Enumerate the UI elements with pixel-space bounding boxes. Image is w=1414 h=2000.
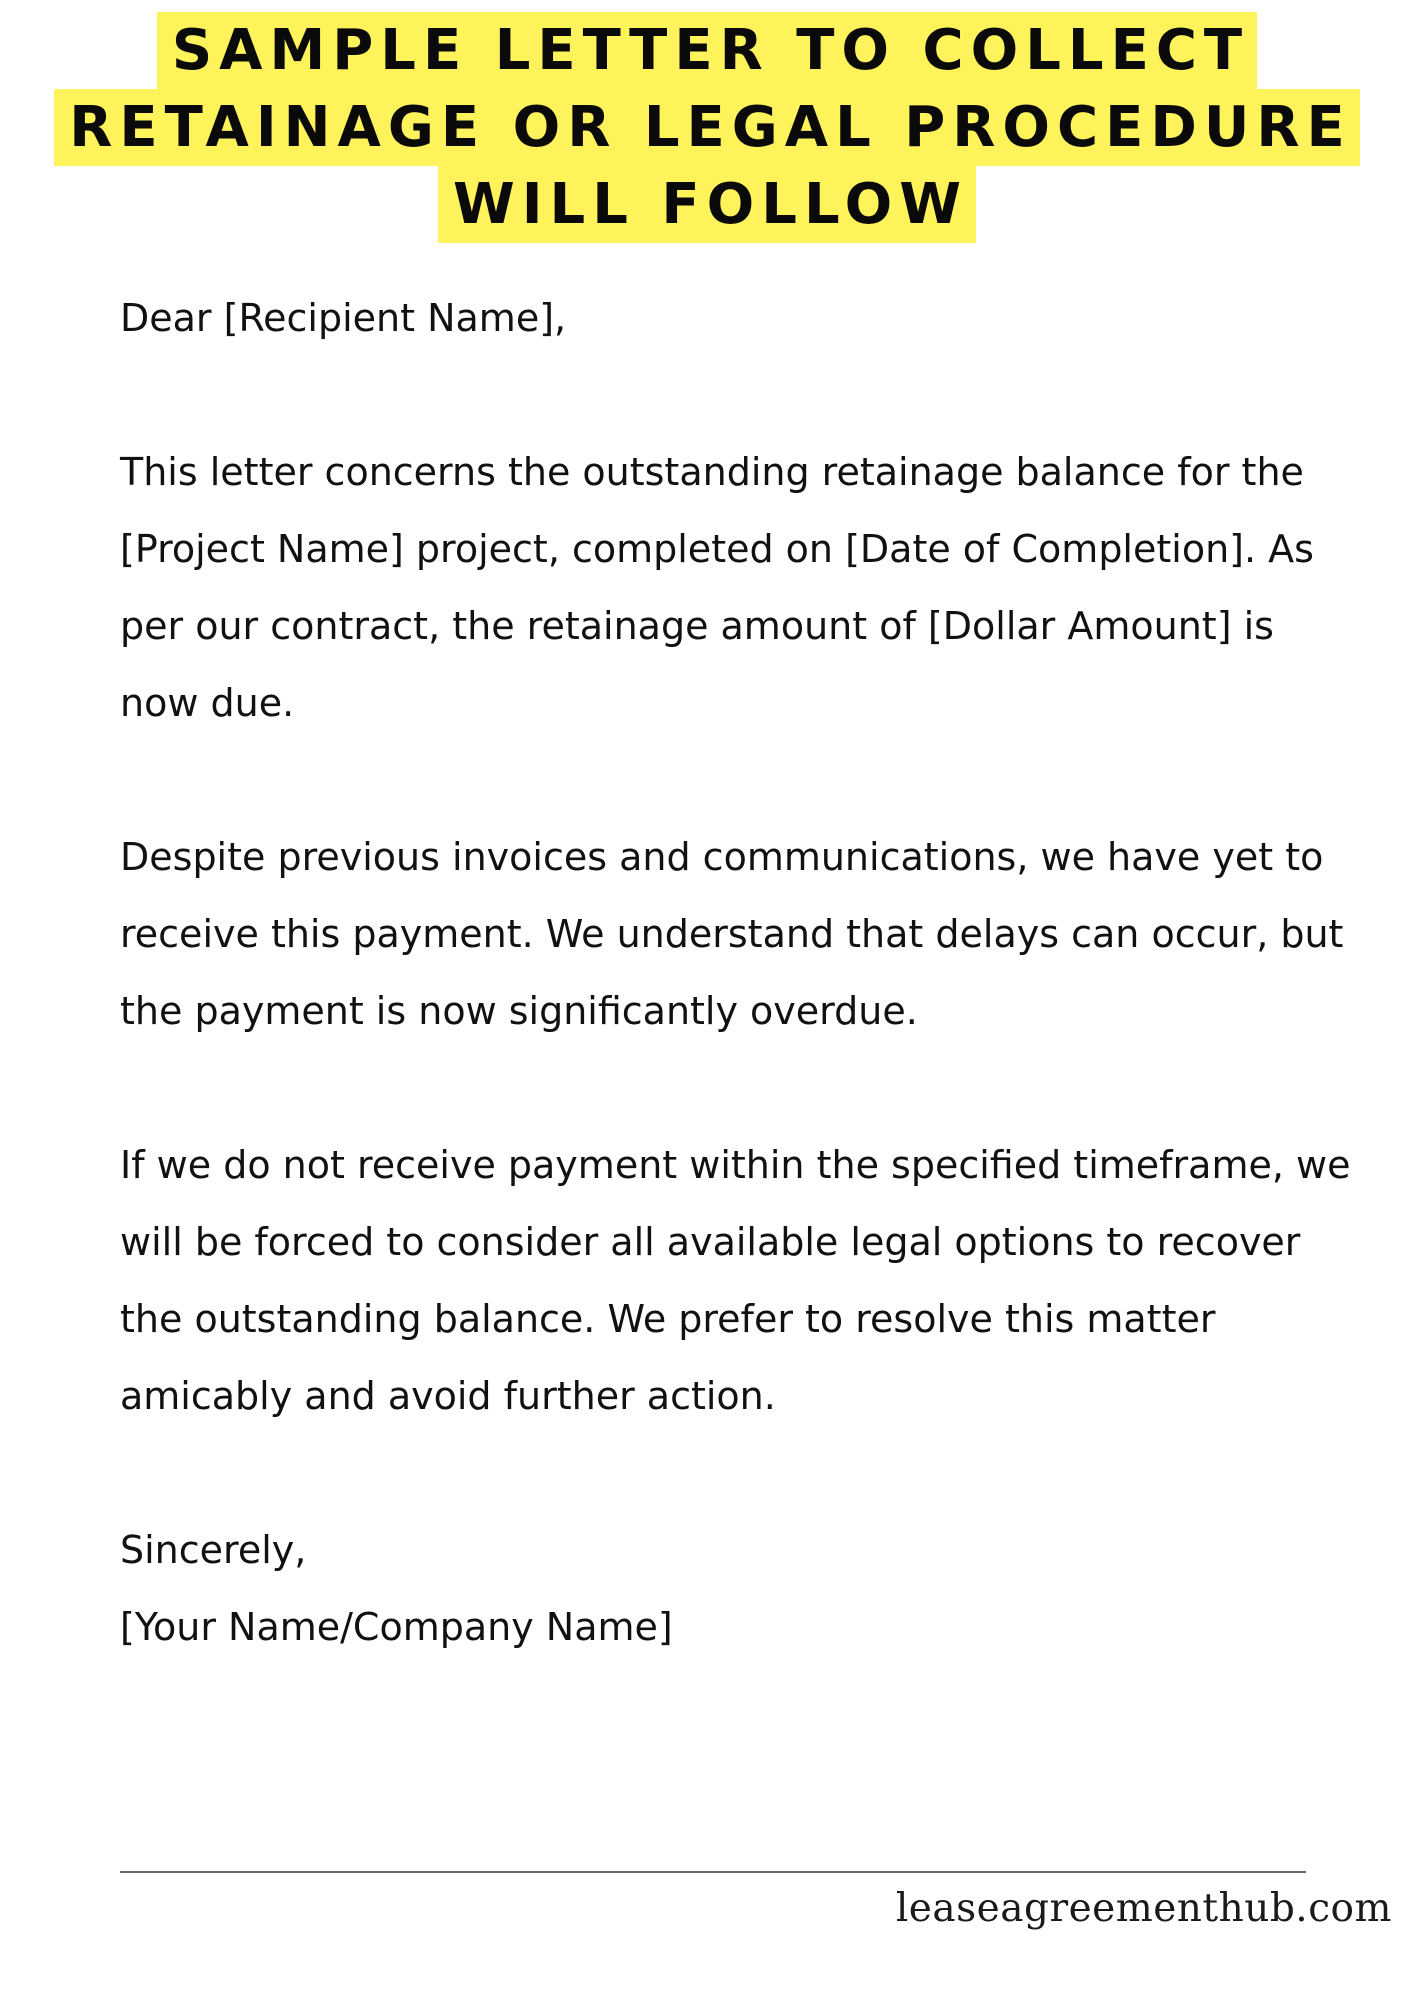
title-line-2 — [0, 89, 1414, 166]
title-text-2: RETAINAGE OR LEGAL PROCEDURE — [54, 89, 1359, 166]
footer-divider — [120, 1871, 1306, 1873]
paragraph-2: Despite previous invoices and communications, we have yet to receive this payment. We understand that delays can occur, but the payment is now significantly overdue. — [120, 835, 1344, 1033]
footer-website: leaseagreementhub.com — [895, 1886, 1392, 1931]
letter-body — [120, 280, 1360, 1666]
title-line-3 — [0, 166, 1414, 243]
closing: Sincerely, — [120, 1528, 307, 1572]
title-text-1: SAMPLE LETTER TO COLLECT — [157, 12, 1257, 89]
paragraph-1: This letter concerns the outstanding retainage balance for the [Project Name] project, completed on [Date of Completion]. As per our contract, the retainage amount of [Dollar Amount] is now due. — [120, 450, 1314, 725]
signature: [Your Name/Company Name] — [120, 1605, 673, 1649]
paragraph-3: If we do not receive payment within the specified timeframe, we will be forced to consider all available legal options to recover the outstanding balance. We prefer to resolve this matter amicably and avoid further action. — [120, 1143, 1351, 1418]
title-line-1 — [0, 12, 1414, 89]
page-title — [0, 12, 1414, 243]
salutation: Dear [Recipient Name], — [120, 296, 567, 340]
title-text-3: WILL FOLLOW — [438, 166, 976, 243]
